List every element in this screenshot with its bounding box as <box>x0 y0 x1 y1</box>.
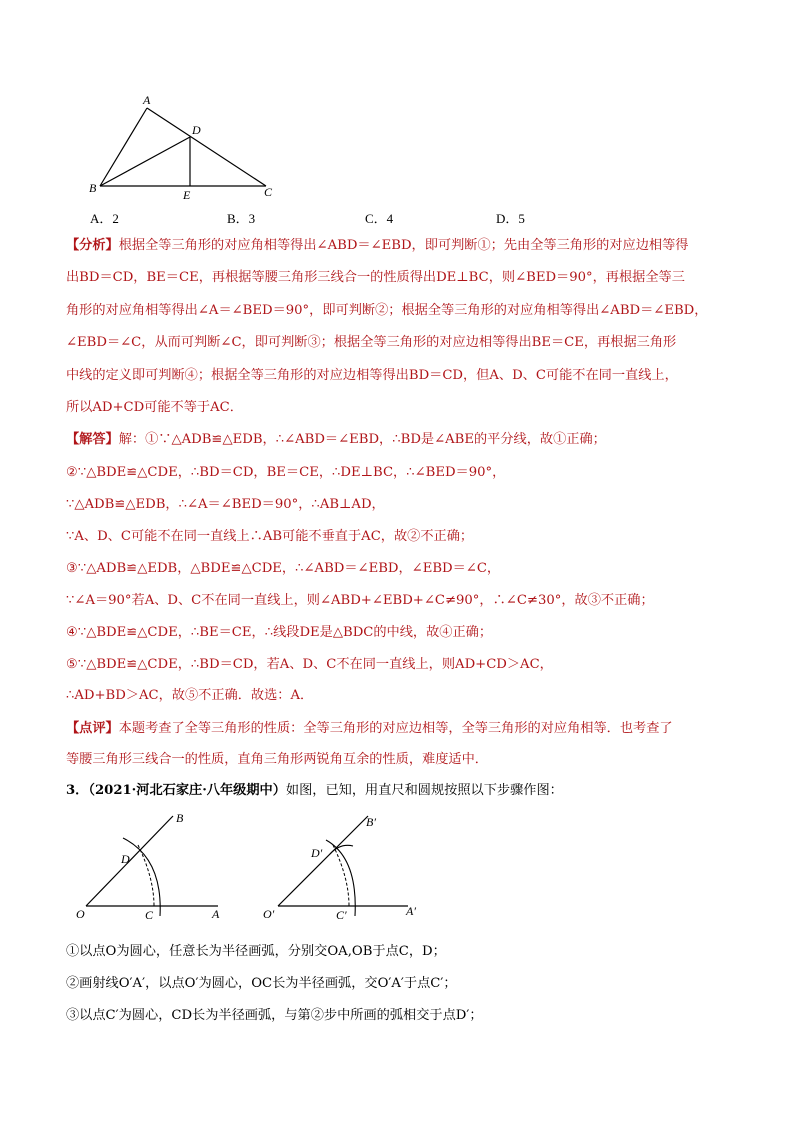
choice-a: A．2 <box>90 211 119 226</box>
question-3-line <box>66 781 736 801</box>
label-a-prime: A′ <box>406 904 416 918</box>
label-c-prime: C′ <box>336 908 347 922</box>
construction-step-1: ①以点O为圆心，任意长为半径画弧，分别交OA,OB于点C，D； <box>66 944 446 959</box>
analysis-line: 所以AD+CD可能不等于AC． <box>66 400 243 415</box>
analysis-text: 根据全等三角形的对应角相等得出∠ABD＝∠EBD，即可判断①；先由全等三角形的对应边相等得 <box>118 238 689 253</box>
label-a: A <box>212 907 220 921</box>
analysis-line: ∠EBD＝∠C，从而可判断∠C，即可判断③；根据全等三角形的对应边相等得出BE＝CE，再根据三角形 <box>66 335 677 350</box>
analysis-label: 【分析】 <box>66 238 119 253</box>
point-label-d: D <box>192 123 201 137</box>
label-d: D <box>121 852 130 866</box>
question-source: （2021·河北石家庄·八年级期中） <box>88 783 286 798</box>
answer-choices <box>90 208 690 226</box>
triangle-figure <box>80 90 290 205</box>
analysis-line: 出BD＝CD，BE＝CE，再根据等腰三角形三线合一的性质得出DE⊥BC，则∠BED＝90°，再根据全等三 <box>66 270 685 285</box>
construction-step-3: ③以点C′为圆心，CD长为半径画弧，与第②步中所画的弧相交于点D′； <box>66 1008 483 1023</box>
segment-ab <box>100 108 147 186</box>
comment-text: 本题考查了全等三角形的性质：全等三角形的对应边相等，全等三角形的对应角相等．也考查了 <box>118 721 673 736</box>
label-b-prime: B′ <box>366 815 376 829</box>
choice-c: C．4 <box>365 211 394 226</box>
point-label-e: E <box>183 188 191 202</box>
solution-line: ∵△ADB≌△EDB，∴∠A＝∠BED＝90°，∴AB⊥AD， <box>66 497 385 512</box>
label-d-prime: D′ <box>311 846 323 860</box>
angle-construction-figure <box>68 808 448 926</box>
comment-line: 等腰三角形三线合一的性质，直角三角形两锐角互余的性质，难度适中． <box>66 752 488 767</box>
choice-b: B．3 <box>227 211 256 226</box>
solution-line: ④∵△BDE≌△CDE，∴BE＝CE，∴线段DE是△BDC的中线，故④正确； <box>66 625 493 640</box>
solution-line: ∴AD+BD＞AC，故⑤不正确．故选：A． <box>66 688 314 703</box>
dashed-chord-cd <box>138 845 154 906</box>
solution-text: 解：①∵△ADB≌△EDB，∴∠ABD＝∠EBD，∴BD是∠ABE的平分线，故①正确； <box>118 432 606 447</box>
analysis-line: 角形的对应角相等得出∠A＝∠BED＝90°，即可判断②；根据全等三角形的对应角相等得出∠ABD＝∠EBD， <box>66 303 708 318</box>
arc-o-prime <box>326 840 355 916</box>
point-label-c: C <box>264 185 273 199</box>
point-label-a: A <box>143 93 151 107</box>
label-c: C <box>145 908 154 922</box>
choice-d: D．5 <box>496 211 525 226</box>
analysis-line: 中线的定义即可判断④；根据全等三角形的对应边相等得出BD＝CD，但A、D、C可能不在同一直线上， <box>66 368 678 383</box>
segment-ac <box>147 108 266 186</box>
comment-label: 【点评】 <box>66 721 119 736</box>
solution-line: ∵∠A＝90°若A、D、C不在同一直线上，则∠ABD+∠EBD+∠C≠90°，∴∠C≠30°，故③不正确； <box>66 593 654 608</box>
arc-cd <box>123 838 160 916</box>
segment-bd <box>100 137 190 186</box>
analysis-line <box>66 236 736 256</box>
label-o-prime: O′ <box>263 907 275 921</box>
solution-line: ⑤∵△BDE≌△CDE，∴BD＝CD，若A、D、C不在同一直线上，则AD+CD＞AC， <box>66 657 553 672</box>
question-number: 3． <box>66 783 89 798</box>
comment-line <box>66 719 736 739</box>
label-b: B <box>176 811 184 825</box>
dashed-chord-c-prime-d-prime <box>333 845 349 906</box>
question-text: 如图，已知，用直尺和圆规按照以下步骤作图： <box>285 783 563 798</box>
solution-label: 【解答】 <box>66 432 119 447</box>
solution-line: ②∵△BDE≌△CDE，∴BD＝CD，BE＝CE，∴DE⊥BC，∴∠BED＝90°， <box>66 465 506 480</box>
solution-line <box>66 430 736 450</box>
solution-line: ③∵△ADB≌△EDB，△BDE≌△CDE，∴∠ABD＝∠EBD，∠EBD＝∠C， <box>66 561 501 576</box>
point-label-b: B <box>89 181 97 195</box>
label-o: O <box>76 907 85 921</box>
construction-step-2: ②画射线O′A′，以点O′为圆心，OC长为半径画弧，交O′A′于点C′； <box>66 976 457 991</box>
solution-line: ∵A、D、C可能不在同一直线上∴AB可能不垂直于AC，故②不正确； <box>66 529 474 544</box>
